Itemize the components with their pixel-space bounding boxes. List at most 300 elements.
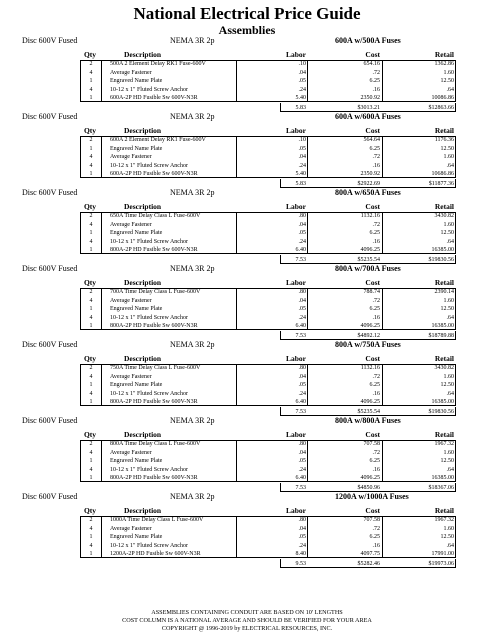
cell-description: Engraved Name Plate bbox=[110, 145, 163, 152]
cell-cost: 4096.25 bbox=[360, 247, 380, 254]
table-row bbox=[0, 373, 494, 382]
cell-cost: 4096.25 bbox=[360, 475, 380, 482]
cell-labor: .04 bbox=[298, 373, 306, 380]
section-header bbox=[0, 339, 494, 351]
cell-description: Engraved Name Plate bbox=[110, 306, 163, 313]
cell-labor: .80 bbox=[298, 517, 306, 523]
column-header-qty: Qty bbox=[83, 50, 97, 59]
cell-cost: .72 bbox=[372, 69, 380, 76]
column-header-labor: Labor bbox=[285, 50, 306, 59]
cell-retail: 1.60 bbox=[443, 373, 454, 380]
table-row bbox=[0, 297, 494, 306]
table-row bbox=[0, 69, 494, 78]
cell-cost: 654.16 bbox=[363, 61, 380, 67]
cell-description: 10-12 x 1" Fluted Screw Anchor bbox=[110, 86, 188, 93]
column-header-labor: Labor bbox=[285, 202, 306, 211]
cell-cost: 6.25 bbox=[369, 382, 380, 389]
cell-description: 800A Time Delay Class L Fuse-600V bbox=[110, 441, 201, 447]
total-retail: $12863.66 bbox=[428, 104, 454, 111]
table-row bbox=[0, 550, 494, 559]
cell-retail: 1.60 bbox=[443, 297, 454, 304]
table-row bbox=[0, 246, 494, 255]
column-header-qty: Qty bbox=[83, 506, 97, 515]
cell-retail: 1.60 bbox=[443, 449, 454, 456]
column-header-description: Description bbox=[124, 278, 162, 287]
cell-labor: .05 bbox=[298, 230, 306, 237]
cell-description: 10-12 x 1" Fluted Screw Anchor bbox=[110, 542, 188, 549]
section-name: 800A w/750A Fuses bbox=[335, 340, 401, 349]
total-labor: 7.53 bbox=[295, 332, 306, 339]
table-row bbox=[0, 288, 494, 297]
cell-qty: 1 bbox=[89, 458, 93, 465]
cell-retail: 1.60 bbox=[443, 525, 454, 532]
cell-labor: .10 bbox=[298, 137, 306, 143]
cell-description: Engraved Name Plate bbox=[110, 382, 163, 389]
cell-cost: .16 bbox=[372, 86, 380, 93]
table-row bbox=[0, 221, 494, 230]
cell-retail: 1967.32 bbox=[434, 517, 454, 523]
table-row bbox=[0, 77, 494, 86]
section-type: Disc 600V Fused bbox=[22, 340, 78, 349]
cell-labor: .04 bbox=[298, 297, 306, 304]
cell-retail: 10686.86 bbox=[431, 171, 454, 178]
total-cost: $5235.54 bbox=[357, 256, 380, 263]
cell-description: 800A-2P HD Fusible Sw 600V-N3R bbox=[110, 323, 198, 330]
cell-cost: 4097.75 bbox=[360, 551, 380, 558]
cell-qty: 2 bbox=[89, 61, 93, 67]
cell-retail: 12.50 bbox=[440, 534, 454, 541]
cell-labor: .80 bbox=[298, 289, 306, 295]
cell-retail: 16385.00 bbox=[431, 399, 454, 406]
cell-labor: .24 bbox=[298, 390, 306, 397]
cell-retail: 16385.00 bbox=[431, 475, 454, 482]
column-header-labor: Labor bbox=[285, 506, 306, 515]
cell-qty: 4 bbox=[89, 542, 93, 549]
column-header-cost: Cost bbox=[365, 506, 380, 515]
table-row bbox=[0, 533, 494, 542]
cell-retail: 2390.14 bbox=[434, 289, 454, 295]
cell-qty: 4 bbox=[89, 373, 93, 380]
section-enclosure: NEMA 3R 2p bbox=[170, 416, 215, 425]
cell-qty: 1 bbox=[89, 306, 93, 313]
cell-qty: 4 bbox=[89, 86, 93, 93]
cell-labor: .04 bbox=[298, 154, 306, 161]
total-retail: $18789.88 bbox=[428, 332, 454, 339]
cell-description: 800A-2P HD Fusible Sw 600V-N3R bbox=[110, 475, 198, 482]
cell-description: Average Fastener bbox=[110, 449, 152, 456]
cell-qty: 4 bbox=[89, 69, 93, 76]
cell-retail: 1362.86 bbox=[434, 61, 454, 67]
section-name: 800A w/700A Fuses bbox=[335, 264, 401, 273]
column-header-retail: Retail bbox=[434, 354, 454, 363]
table-row bbox=[0, 212, 494, 221]
assemblies-list bbox=[0, 35, 494, 567]
cell-cost: 564.64 bbox=[363, 137, 380, 143]
table-row bbox=[0, 542, 494, 551]
cell-retail: 1176.36 bbox=[434, 137, 454, 143]
total-retail: $19830.56 bbox=[428, 408, 454, 415]
total-retail: $19830.56 bbox=[428, 256, 454, 263]
cell-qty: 1 bbox=[89, 95, 93, 102]
cell-labor: .05 bbox=[298, 145, 306, 152]
table-row bbox=[0, 229, 494, 238]
section-header bbox=[0, 111, 494, 123]
total-retail: $19973.06 bbox=[428, 560, 454, 567]
column-header-description: Description bbox=[124, 430, 162, 439]
column-header-labor: Labor bbox=[285, 126, 306, 135]
table-row bbox=[0, 525, 494, 534]
total-cost: $2922.69 bbox=[357, 180, 380, 187]
cell-description: Engraved Name Plate bbox=[110, 458, 163, 465]
section-type: Disc 600V Fused bbox=[22, 264, 78, 273]
cell-description: 700A Time Delay Class L Fuse-600V bbox=[110, 289, 201, 295]
column-header-cost: Cost bbox=[365, 430, 380, 439]
cell-description: 500A 2 Element Delay RK1 Fuse-600V bbox=[110, 61, 206, 67]
cell-cost: .72 bbox=[372, 297, 380, 304]
table-row bbox=[0, 398, 494, 407]
cell-description: 600A-2P HD Fusible Sw 600V-N3R bbox=[110, 171, 198, 178]
column-header-qty: Qty bbox=[83, 430, 97, 439]
section-enclosure: NEMA 3R 2p bbox=[170, 264, 215, 273]
cell-cost: 4096.25 bbox=[360, 323, 380, 330]
table-row bbox=[0, 145, 494, 154]
cell-description: Engraved Name Plate bbox=[110, 78, 163, 85]
table-row bbox=[0, 449, 494, 458]
cell-labor: 6.40 bbox=[295, 323, 306, 330]
cell-qty: 1 bbox=[89, 247, 93, 254]
table-row bbox=[0, 136, 494, 145]
footer-note-conduit: ASSEMBLIES CONTAINING CONDUIT ARE BASED ON 10' LENGTHS bbox=[151, 609, 343, 616]
cell-retail: 16385.00 bbox=[431, 323, 454, 330]
cell-labor: .10 bbox=[298, 61, 306, 67]
cell-cost: .16 bbox=[372, 314, 380, 321]
cell-cost: .72 bbox=[372, 525, 380, 532]
cell-description: 10-12 x 1" Fluted Screw Anchor bbox=[110, 162, 188, 169]
cell-qty: 2 bbox=[89, 365, 93, 371]
cell-retail: 1.60 bbox=[443, 221, 454, 228]
table-row bbox=[0, 474, 494, 483]
cell-cost: 788.74 bbox=[363, 289, 380, 295]
cell-description: 1000A Time Delay Class L Fuse-600V bbox=[110, 517, 204, 523]
column-header-description: Description bbox=[124, 126, 162, 135]
column-header-labor: Labor bbox=[285, 430, 306, 439]
section-enclosure: NEMA 3R 2p bbox=[170, 112, 215, 121]
page-subtitle: Assemblies bbox=[218, 23, 276, 37]
table-row bbox=[0, 94, 494, 103]
column-header-labor: Labor bbox=[285, 278, 306, 287]
cell-retail: 1.60 bbox=[443, 69, 454, 76]
total-cost: $4850.96 bbox=[357, 484, 380, 491]
section-type: Disc 600V Fused bbox=[22, 492, 78, 501]
total-cost: $4892.12 bbox=[357, 332, 380, 339]
section-type: Disc 600V Fused bbox=[22, 416, 78, 425]
cell-cost: 1132.16 bbox=[360, 365, 380, 371]
cell-cost: 6.25 bbox=[369, 534, 380, 541]
column-header-description: Description bbox=[124, 506, 162, 515]
table-row bbox=[0, 516, 494, 525]
assembly-section bbox=[0, 35, 494, 111]
cell-retail: .64 bbox=[446, 238, 454, 245]
total-labor: 7.53 bbox=[295, 256, 306, 263]
total-cost: $5282.46 bbox=[357, 560, 380, 567]
total-cost: $5235.54 bbox=[357, 408, 380, 415]
cell-cost: .16 bbox=[372, 390, 380, 397]
total-labor: 5.83 bbox=[295, 180, 306, 187]
cell-retail: 3430.82 bbox=[434, 365, 454, 371]
items-table bbox=[0, 516, 494, 559]
cell-labor: .80 bbox=[298, 365, 306, 371]
column-header-cost: Cost bbox=[365, 126, 380, 135]
cell-qty: 4 bbox=[89, 466, 93, 473]
section-enclosure: NEMA 3R 2p bbox=[170, 492, 215, 501]
footer-copyright: COPYRIGHT @ 1996-2019 by ELECTRICAL RESOURCES, INC. bbox=[161, 625, 333, 632]
total-labor: 7.53 bbox=[295, 408, 306, 415]
cell-description: 10-12 x 1" Fluted Screw Anchor bbox=[110, 390, 188, 397]
cell-description: 10-12 x 1" Fluted Screw Anchor bbox=[110, 466, 188, 473]
cell-description: Engraved Name Plate bbox=[110, 230, 163, 237]
column-header-retail: Retail bbox=[434, 202, 454, 211]
total-labor: 9.53 bbox=[295, 560, 306, 567]
column-header-labor: Labor bbox=[285, 354, 306, 363]
column-header-retail: Retail bbox=[434, 126, 454, 135]
cell-labor: .05 bbox=[298, 458, 306, 465]
cell-description: Average Fastener bbox=[110, 154, 152, 161]
cell-cost: 6.25 bbox=[369, 458, 380, 465]
total-retail: $11877.36 bbox=[428, 180, 454, 187]
items-table bbox=[0, 364, 494, 407]
cell-qty: 4 bbox=[89, 162, 93, 169]
total-cost: $3013.21 bbox=[357, 104, 380, 111]
section-header bbox=[0, 415, 494, 427]
cell-qty: 1 bbox=[89, 382, 93, 389]
section-name: 1200A w/1000A Fuses bbox=[335, 492, 409, 501]
cell-labor: .24 bbox=[298, 86, 306, 93]
cell-qty: 1 bbox=[89, 230, 93, 237]
cell-cost: 707.58 bbox=[363, 517, 380, 523]
items-table bbox=[0, 136, 494, 179]
cell-retail: .64 bbox=[446, 314, 454, 321]
column-header-row bbox=[0, 505, 494, 516]
cell-cost: 6.25 bbox=[369, 78, 380, 85]
cell-qty: 1 bbox=[89, 145, 93, 152]
cell-labor: .04 bbox=[298, 69, 306, 76]
assembly-section bbox=[0, 111, 494, 187]
column-header-qty: Qty bbox=[83, 202, 97, 211]
items-table bbox=[0, 288, 494, 331]
cell-retail: .64 bbox=[446, 390, 454, 397]
cell-retail: .64 bbox=[446, 86, 454, 93]
cell-retail: 10086.86 bbox=[431, 95, 454, 102]
cell-labor: .05 bbox=[298, 78, 306, 85]
cell-labor: 5.40 bbox=[295, 95, 306, 102]
cell-description: 1200A-2P HD Fusible Sw 600V-N3R bbox=[110, 551, 201, 558]
cell-qty: 1 bbox=[89, 551, 93, 558]
column-header-qty: Qty bbox=[83, 126, 97, 135]
cell-labor: .05 bbox=[298, 306, 306, 313]
section-name: 600A w/500A Fuses bbox=[335, 36, 401, 45]
table-row bbox=[0, 466, 494, 475]
assembly-section bbox=[0, 187, 494, 263]
cell-description: 800A-2P HD Fusible Sw 600V-N3R bbox=[110, 399, 198, 406]
footer-note-cost: COST COLUMN IS A NATIONAL AVERAGE AND SHOULD BE VERIFIED FOR YOUR AREA bbox=[122, 617, 372, 624]
cell-labor: .04 bbox=[298, 449, 306, 456]
column-header-retail: Retail bbox=[434, 50, 454, 59]
cell-qty: 4 bbox=[89, 297, 93, 304]
cell-retail: 1.60 bbox=[443, 154, 454, 161]
cell-description: 800A-2P HD Fusible Sw 600V-N3R bbox=[110, 247, 198, 254]
cell-retail: 12.50 bbox=[440, 458, 454, 465]
cell-qty: 1 bbox=[89, 78, 93, 85]
section-name: 800A w/650A Fuses bbox=[335, 188, 401, 197]
column-header-description: Description bbox=[124, 50, 162, 59]
column-header-qty: Qty bbox=[83, 354, 97, 363]
cell-qty: 2 bbox=[89, 441, 93, 447]
cell-qty: 4 bbox=[89, 449, 93, 456]
cell-cost: .72 bbox=[372, 221, 380, 228]
cell-labor: 5.40 bbox=[295, 171, 306, 178]
section-enclosure: NEMA 3R 2p bbox=[170, 36, 215, 45]
cell-labor: .04 bbox=[298, 525, 306, 532]
table-row bbox=[0, 322, 494, 331]
cell-description: 650A Time Delay Class L Fuse-600V bbox=[110, 213, 201, 219]
cell-retail: 12.50 bbox=[440, 382, 454, 389]
cell-cost: 707.58 bbox=[363, 441, 380, 447]
table-row bbox=[0, 86, 494, 95]
total-retail: $18367.06 bbox=[428, 484, 454, 491]
column-header-retail: Retail bbox=[434, 278, 454, 287]
table-row bbox=[0, 381, 494, 390]
cell-cost: .72 bbox=[372, 449, 380, 456]
cell-description: Average Fastener bbox=[110, 373, 152, 380]
cell-qty: 1 bbox=[89, 323, 93, 330]
column-header-cost: Cost bbox=[365, 278, 380, 287]
column-header-row bbox=[0, 125, 494, 136]
cell-labor: .24 bbox=[298, 542, 306, 549]
table-row bbox=[0, 170, 494, 179]
table-row bbox=[0, 314, 494, 323]
cell-retail: 16385.00 bbox=[431, 247, 454, 254]
cell-retail: 17991.00 bbox=[431, 551, 454, 558]
table-row bbox=[0, 60, 494, 69]
cell-cost: .16 bbox=[372, 542, 380, 549]
section-header bbox=[0, 491, 494, 503]
column-header-retail: Retail bbox=[434, 506, 454, 515]
column-header-row bbox=[0, 429, 494, 440]
cell-description: 750A Time Delay Class L Fuse-600V bbox=[110, 365, 201, 371]
cell-retail: .64 bbox=[446, 542, 454, 549]
cell-labor: .05 bbox=[298, 534, 306, 541]
cell-qty: 1 bbox=[89, 475, 93, 482]
table-row bbox=[0, 364, 494, 373]
cell-description: 600A 2 Element Delay RK1 Fuse-600V bbox=[110, 137, 206, 143]
total-labor: 7.53 bbox=[295, 484, 306, 491]
cell-retail: 12.50 bbox=[440, 230, 454, 237]
table-row bbox=[0, 162, 494, 171]
section-enclosure: NEMA 3R 2p bbox=[170, 188, 215, 197]
cell-cost: .72 bbox=[372, 154, 380, 161]
assembly-section bbox=[0, 339, 494, 415]
section-header bbox=[0, 187, 494, 199]
cell-cost: .16 bbox=[372, 162, 380, 169]
cell-cost: .72 bbox=[372, 373, 380, 380]
cell-qty: 2 bbox=[89, 289, 93, 295]
cell-qty: 2 bbox=[89, 517, 93, 523]
cell-description: Average Fastener bbox=[110, 221, 152, 228]
items-table bbox=[0, 440, 494, 483]
section-header bbox=[0, 35, 494, 47]
cell-cost: 2350.92 bbox=[360, 95, 380, 102]
cell-cost: 6.25 bbox=[369, 145, 380, 152]
cell-labor: .24 bbox=[298, 162, 306, 169]
total-labor: 5.83 bbox=[295, 104, 306, 111]
cell-cost: 6.25 bbox=[369, 230, 380, 237]
column-header-row bbox=[0, 353, 494, 364]
cell-labor: .24 bbox=[298, 314, 306, 321]
cell-qty: 4 bbox=[89, 314, 93, 321]
section-header bbox=[0, 263, 494, 275]
cell-qty: 1 bbox=[89, 534, 93, 541]
page-title: National Electrical Price Guide bbox=[133, 4, 361, 23]
cell-qty: 2 bbox=[89, 213, 93, 219]
assembly-section bbox=[0, 263, 494, 339]
cell-retail: 12.50 bbox=[440, 78, 454, 85]
cell-qty: 4 bbox=[89, 390, 93, 397]
cell-labor: 6.40 bbox=[295, 475, 306, 482]
cell-description: Engraved Name Plate bbox=[110, 534, 163, 541]
cell-description: 10-12 x 1" Fluted Screw Anchor bbox=[110, 238, 188, 245]
cell-description: Average Fastener bbox=[110, 525, 152, 532]
cell-cost: 2350.92 bbox=[360, 171, 380, 178]
cell-retail: 12.50 bbox=[440, 145, 454, 152]
table-row bbox=[0, 238, 494, 247]
cell-cost: 6.25 bbox=[369, 306, 380, 313]
cell-cost: 4096.25 bbox=[360, 399, 380, 406]
cell-qty: 2 bbox=[89, 137, 93, 143]
column-header-qty: Qty bbox=[83, 278, 97, 287]
cell-qty: 4 bbox=[89, 238, 93, 245]
cell-labor: .04 bbox=[298, 221, 306, 228]
column-header-row bbox=[0, 277, 494, 288]
column-header-retail: Retail bbox=[434, 430, 454, 439]
cell-labor: .05 bbox=[298, 382, 306, 389]
table-row bbox=[0, 305, 494, 314]
column-header-row bbox=[0, 201, 494, 212]
table-row bbox=[0, 457, 494, 466]
cell-description: Average Fastener bbox=[110, 69, 152, 76]
section-name: 800A w/800A Fuses bbox=[335, 416, 401, 425]
cell-labor: 8.40 bbox=[295, 551, 306, 558]
cell-qty: 4 bbox=[89, 221, 93, 228]
cell-labor: .80 bbox=[298, 441, 306, 447]
cell-retail: .64 bbox=[446, 162, 454, 169]
table-row bbox=[0, 440, 494, 449]
cell-retail: 12.50 bbox=[440, 306, 454, 313]
section-enclosure: NEMA 3R 2p bbox=[170, 340, 215, 349]
section-type: Disc 600V Fused bbox=[22, 188, 78, 197]
cell-cost: .16 bbox=[372, 238, 380, 245]
totals-row bbox=[0, 559, 494, 569]
cell-qty: 4 bbox=[89, 525, 93, 532]
cell-labor: .80 bbox=[298, 213, 306, 219]
section-type: Disc 600V Fused bbox=[22, 36, 78, 45]
section-name: 600A w/600A Fuses bbox=[335, 112, 401, 121]
cell-retail: 1967.32 bbox=[434, 441, 454, 447]
cell-labor: 6.40 bbox=[295, 399, 306, 406]
cell-qty: 1 bbox=[89, 171, 93, 178]
cell-qty: 1 bbox=[89, 399, 93, 406]
cell-labor: .24 bbox=[298, 466, 306, 473]
cell-retail: 3430.82 bbox=[434, 213, 454, 219]
